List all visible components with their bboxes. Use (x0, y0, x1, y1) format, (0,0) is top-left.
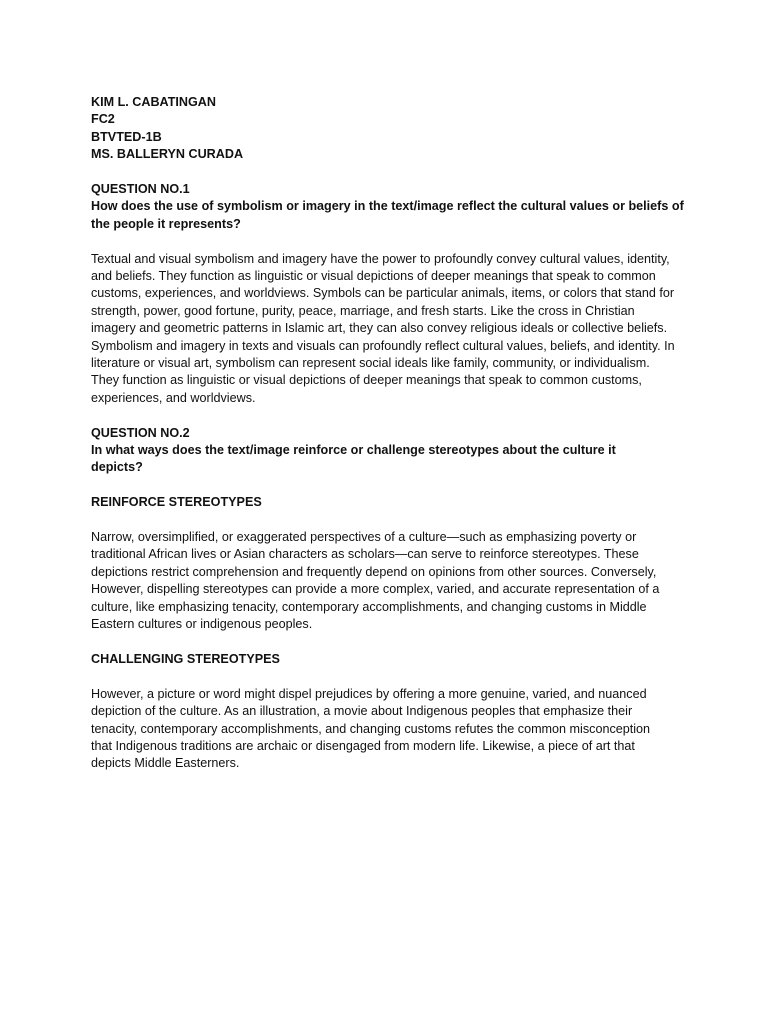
challenging-stereotypes-heading: CHALLENGING STEREOTYPES (91, 651, 280, 666)
paragraph-line: However, a picture or word might dispel prejudices by offering a more genuine, varied, and nuanced (91, 686, 647, 701)
question-1 (91, 181, 686, 233)
course-code: FC2 (91, 112, 115, 127)
student-name: KIM L. CABATINGAN (91, 95, 216, 109)
instructor-name: MS. BALLERYN CURADA (91, 147, 244, 162)
answer-line: Textual and visual symbolism and imagery have the power to profoundly convey cultural values, identity, (91, 251, 670, 266)
question-1-answer (91, 251, 686, 408)
answer-line: experiences, and worldviews. (91, 390, 256, 405)
paragraph-line: Narrow, oversimplified, or exaggerated perspectives of a culture—such as emphasizing poverty or (91, 530, 637, 545)
answer-line: strength, power, good fortune, purity, peace, marriage, and fresh starts. Like the cross in Christian (91, 303, 635, 318)
paragraph-line: Eastern cultures or indigenous peoples. (91, 617, 313, 632)
answer-line: Symbolism and imagery in texts and visuals can profoundly reflect cultural values, beliefs, and identity. In (91, 338, 675, 353)
challenging-stereotypes-paragraph (91, 686, 686, 773)
reinforce-stereotypes-paragraph (91, 529, 686, 633)
answer-line: literature or visual art, symbolism can represent social ideals like family, community, or individualism. (91, 356, 650, 371)
question-2-text-line: depicts? (91, 460, 143, 475)
paragraph-line: depiction of the culture. As an illustration, a movie about Indigenous peoples that emphasize their (91, 704, 633, 719)
answer-line: customs, experiences, and worldviews. Symbols can be particular animals, items, or colors that stand for (91, 286, 675, 301)
question-1-text-line: How does the use of symbolism or imagery in the text/image reflect the cultural values or beliefs of (91, 199, 684, 214)
question-2 (91, 425, 686, 477)
question-1-text-line: the people it represents? (91, 216, 241, 231)
student-info-header (91, 94, 686, 164)
question-1-label: QUESTION NO.1 (91, 182, 190, 197)
question-2-label: QUESTION NO.2 (91, 425, 190, 440)
paragraph-line: culture, like emphasizing tenacity, contemporary accomplishments, and changing customs in Middle (91, 599, 647, 614)
question-2-text-line: In what ways does the text/image reinforce or challenge stereotypes about the culture it (91, 443, 616, 458)
reinforce-stereotypes-heading: REINFORCE STEREOTYPES (91, 495, 262, 510)
answer-line: They function as linguistic or visual depictions of deeper meanings that speak to common customs, (91, 373, 642, 388)
section-code: BTVTED-1B (91, 129, 162, 144)
paragraph-line: depicts Middle Easterners. (91, 756, 240, 771)
paragraph-line: that Indigenous traditions are archaic or disengaged from modern life. Likewise, a piece of art that (91, 738, 635, 753)
paragraph-line: tenacity, contemporary accomplishments, and changing customs refutes the common misconception (91, 721, 651, 736)
document-body (91, 94, 686, 790)
answer-line: imagery and geometric patterns in Islamic art, they can also convey religious ideals or collective beliefs. (91, 321, 668, 336)
paragraph-line: However, dispelling stereotypes can provide a more complex, varied, and accurate representation of a (91, 582, 660, 597)
paragraph-line: traditional African lives or Asian characters as scholars—can serve to reinforce stereotypes. These (91, 547, 639, 562)
paragraph-line: depictions restrict comprehension and frequently depend on opinions from other sources. Conversely, (91, 564, 657, 579)
answer-line: and beliefs. They function as linguistic or visual depictions of deeper meanings that speak to common (91, 269, 656, 284)
